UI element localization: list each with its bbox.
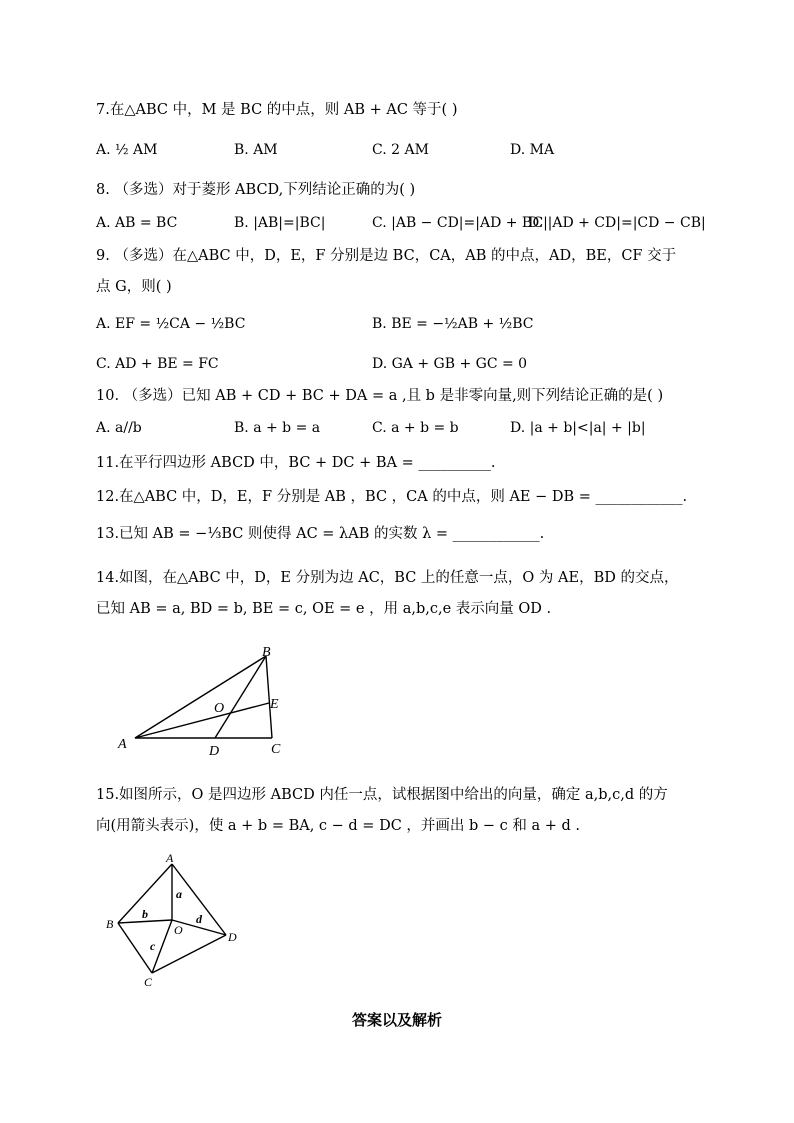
q8-option-b: B. |AB|=|BC| — [234, 215, 326, 231]
label-vec-b: b — [142, 907, 148, 921]
segment-bd — [215, 656, 266, 738]
label-d: D — [228, 930, 237, 944]
label-a: A — [166, 851, 174, 865]
label-b: B — [262, 645, 271, 660]
label-vec-d: d — [196, 912, 202, 926]
q8-option-d: D. |AD + CD|=|CD − CB| — [528, 215, 706, 231]
label-a: A — [118, 737, 127, 752]
q15-line2: 向(用箭头表示)，使 a + b = BA, c − d = DC ，并画出 b − c 和 a + d . — [96, 818, 581, 834]
label-e: E — [270, 697, 279, 712]
q15-line1: 15.如图所示，O 是四边形 ABCD 内任一点，试根据图中给出的向量，确定 a,b,c,d 的方 — [96, 787, 668, 803]
label-c: C — [144, 975, 153, 989]
q10-option-a: A. a//b — [96, 420, 142, 436]
q7-option-d: D. MA — [510, 142, 555, 158]
q9-option-b: B. BE = −½AB + ½BC — [372, 316, 534, 332]
triangle-figure — [110, 640, 310, 760]
label-o: O — [214, 701, 225, 716]
q9-option-c: C. AD + BE = FC — [96, 356, 219, 372]
q9-stem-line1: 9. （多选）在△ABC 中，D，E，F 分别是边 BC，CA，AB 的中点，AD，BE，CF 交于 — [96, 248, 677, 264]
q8-option-a: A. AB = BC — [96, 215, 178, 231]
segment-ab — [135, 656, 266, 738]
q10-option-c: C. a + b = b — [372, 420, 459, 436]
q10-stem: 10. （多选）已知 AB + CD + BC + DA = a ,且 b 是非零向量,则下列结论正确的是( ) — [96, 388, 664, 404]
q9-option-a: A. EF = ½CA − ½BC — [96, 316, 246, 332]
q10-option-d: D. |a + b|<|a| + |b| — [510, 420, 646, 436]
q7-option-c: C. 2 AM — [372, 142, 429, 158]
label-c: C — [271, 742, 281, 757]
q14-line2: 已知 AB = a, BD = b, BE = c, OE = e ，用 a,b,c,e 表示向量 OD . — [96, 601, 552, 617]
label-b: B — [106, 917, 114, 931]
q9-option-d: D. GA + GB + GC = 0 — [372, 356, 528, 372]
label-vec-c: c — [150, 939, 156, 953]
q14-line1: 14.如图，在△ABC 中，D，E 分别为边 AC，BC 上的任意一点，O 为 AE，BD 的交点， — [96, 570, 679, 586]
q10-option-b: B. a + b = a — [234, 420, 321, 436]
q11-stem: 11.在平行四边形 ABCD 中，BC + DC + BA = __________. — [96, 455, 496, 471]
answer-section-title: 答案以及解析 — [351, 1011, 442, 1029]
q7-stem: 7.在△ABC 中，M 是 BC 的中点，则 AB + AC 等于( ) — [96, 102, 458, 118]
q9-stem-line2: 点 G，则( ) — [96, 279, 172, 295]
q7-option-b: B. AM — [234, 142, 278, 158]
q7-option-a: A. ½ AM — [96, 142, 158, 158]
edge-cd — [152, 935, 226, 973]
q8-option-c: C. |AB − CD|=|AD + BC| — [372, 215, 548, 231]
edge-bc — [118, 923, 152, 973]
label-vec-a: a — [176, 887, 182, 901]
q8-stem: 8. （多选）对于菱形 ABCD,下列结论正确的为( ) — [96, 182, 416, 198]
quadrilateral-figure — [100, 848, 250, 990]
segment-ae — [135, 703, 269, 738]
q13-stem: 13.已知 AB = −⅓BC 则使得 AC = λAB 的实数 λ = ____________. — [96, 526, 545, 542]
label-o: O — [174, 923, 183, 937]
q12-stem: 12.在△ABC 中，D，E，F 分别是 AB ，BC ，CA 的中点，则 AE − DB = ____________. — [96, 489, 688, 505]
label-d: D — [209, 744, 220, 759]
